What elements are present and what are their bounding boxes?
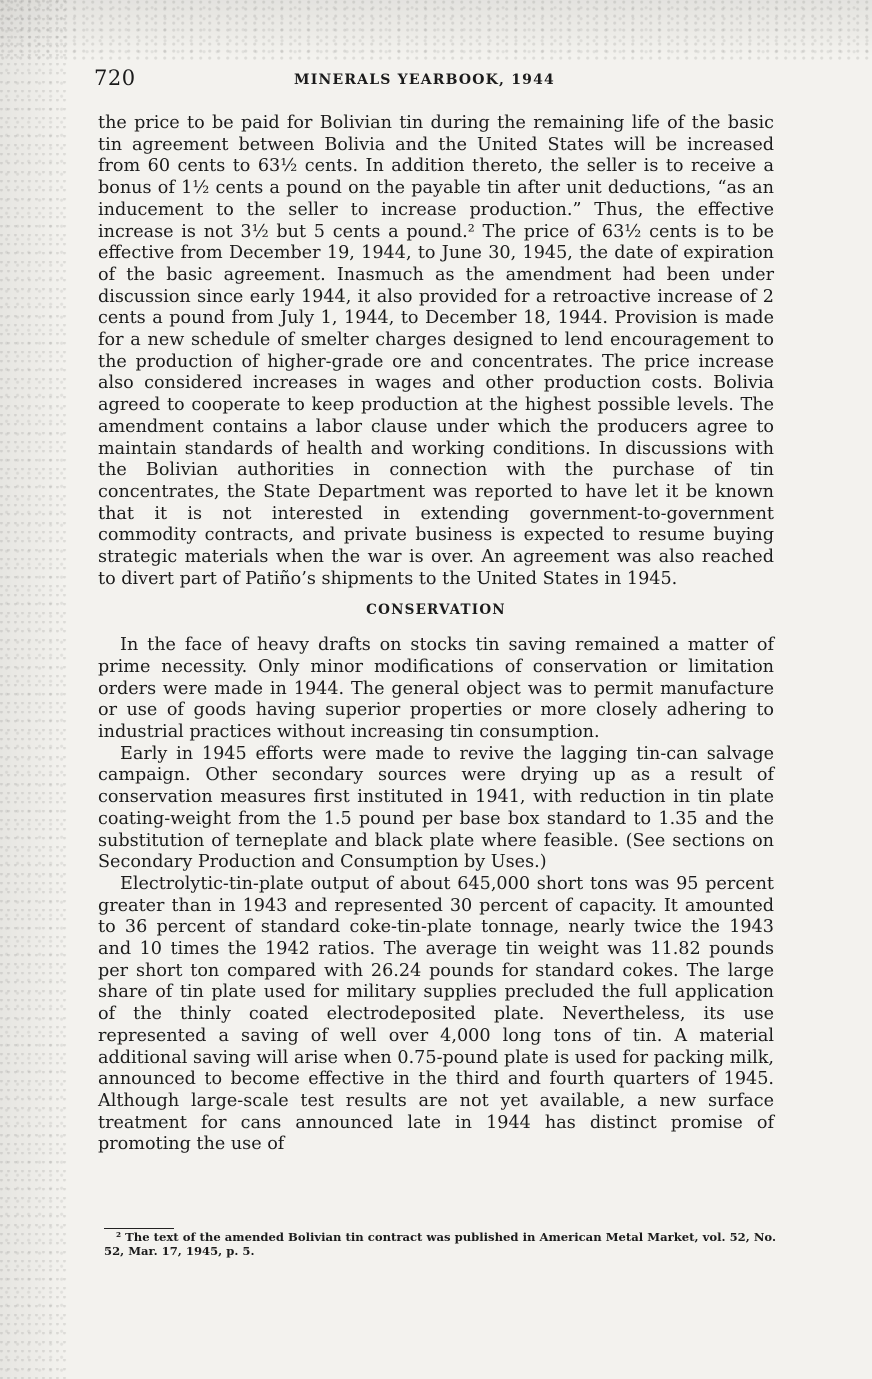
footnote-rule: [104, 1228, 174, 1229]
section-heading-conservation: CONSERVATION: [366, 602, 506, 619]
paragraph-conservation-1: In the face of heavy drafts on stocks tin saving remained a matter of prime necessity. Only minor modifications of conservation or limitation orders were made in 1944. The general object was to permit manufacture or use of goods having superior properties or more closely adhering to industrial practices without increasing tin consumption.: [98, 635, 774, 742]
paragraph-conservation-2: Early in 1945 efforts were made to revive the lagging tin-can salvage campaign. Other secondary sources were drying up as a result of conservation measures first instituted in 1941, with reduction in tin plate coating-weight from the 1.5 pound per base box standard to 1.35 and the substitution of terneplate and black plate where feasible. (See sections on Secondary Production and Consumption by Uses.): [98, 743, 774, 873]
running-head: MINERALS YEARBOOK, 1944: [294, 72, 555, 88]
scan-border-left: [0, 0, 70, 1379]
footnote: ² The text of the amended Bolivian tin contract was published in American Metal Market, vol. 52, No. 52, Mar. 17, 1945, p. 5.: [104, 1230, 776, 1258]
scan-border-top: [0, 0, 872, 60]
paragraph-conservation-3: Electrolytic-tin-plate output of about 645,000 short tons was 95 percent greater than in 1943 and represented 30 percent of capacity. It amounted to 36 percent of standard coke-tin-plate tonnage, nearly twice the 1943 and 10 times the 1942 ratios. The average tin weight was 11.82 pounds per short ton compared with 26.24 pounds for standard cokes. The large share of tin plate used for military supplies precluded the full application of the thinly coated electrodeposited plate. Nevertheless, its use represented a saving of well over 4,000 long tons of tin. A material additional saving will arise when 0.75-pound plate is used for packing milk, announced to become effective in the third and fourth quarters of 1945. Although large-scale test results are not yet available, a new surface treatment for cans announced late in 1944 has distinct promise of promoting the use of: [98, 873, 774, 1155]
body-text: [98, 113, 774, 1156]
page-header: [94, 66, 780, 96]
paragraph-continued: the price to be paid for Bolivian tin during the remaining life of the basic tin agreement between Bolivia and the United States will be increased from 60 cents to 63½ cents. In addition thereto, the seller is to receive a bonus of 1½ cents a pound on the payable tin after unit deductions, “as an inducement to the seller to increase production.” Thus, the effective increase is not 3½ but 5 cents a pound.² The price of 63½ cents is to be effective from December 19, 1944, to June 30, 1945, the date of expiration of the basic agreement. Inasmuch as the amendment had been under discussion since early 1944, it also provided for a retroactive increase of 2 cents a pound from July 1, 1944, to December 18, 1944. Provision is made for a new schedule of smelter charges designed to lend encouragement to the production of higher-grade ore and concentrates. The price increase also considered increases in wages and other production costs. Bolivia agreed to cooperate to keep production at the highest possible levels. The amendment contains a labor clause under which the producers agree to maintain standards of health and working conditions. In discussions with the Bolivian authorities in connection with the purchase of tin concentrates, the State Department was reported to have let it be known that it is not interested in extending government-to-government commodity contracts, and private business is expected to resume buying strategic materials when the war is over. An agreement was also reached to divert part of Patiño’s shipments to the United States in 1945.: [98, 113, 774, 589]
page-number: 720: [94, 66, 136, 90]
